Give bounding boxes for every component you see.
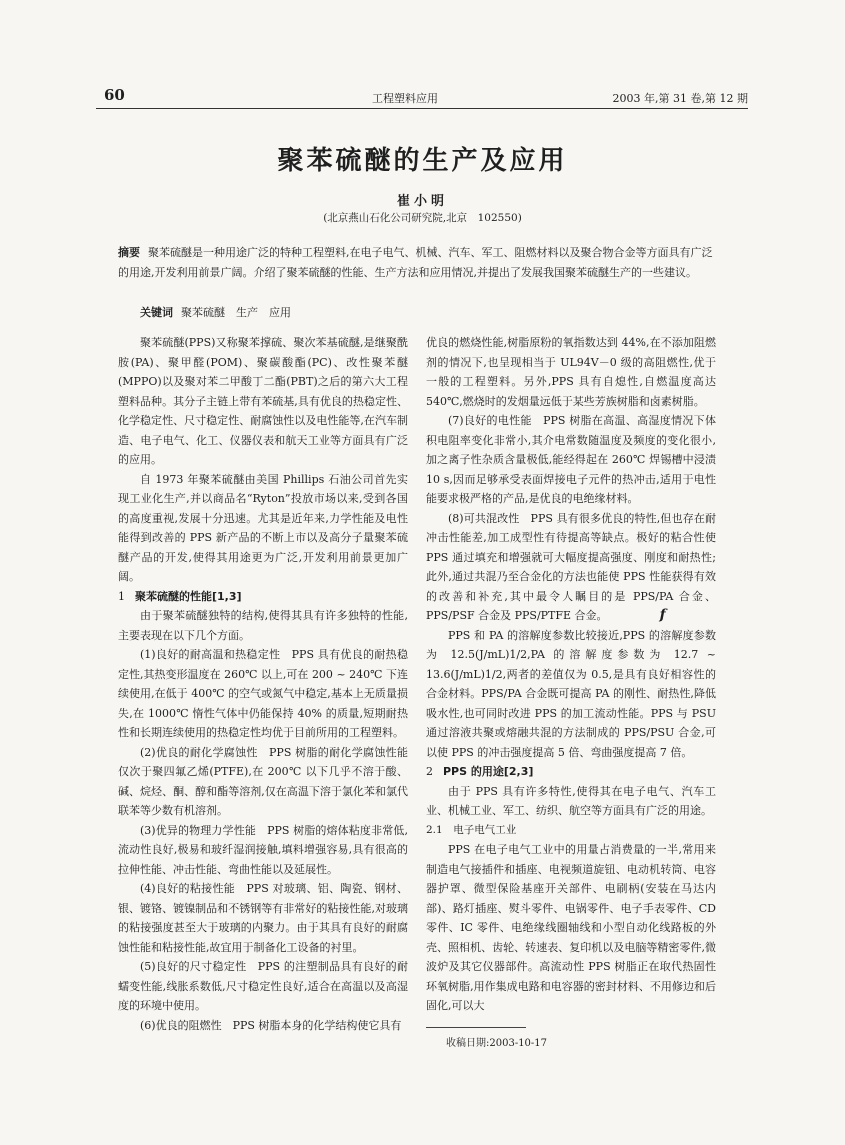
body-paragraph: (2)优良的耐化学腐蚀性 PPS 树脂的耐化学腐蚀性能仅次于聚四氟乙烯(PTFE),在 200℃ 以下几乎不溶于酸、碱、烷烃、酮、醇和酯等溶剂,仅在高温下溶于氯化苯和氯代联苯等少数有机溶剂。 (118, 745, 408, 817)
body-paragraph: 由于 PPS 具有许多特性,使得其在电子电气、汽车工业、机械工业、军工、纺织、航空等方面具有广泛的用途。 (426, 784, 716, 817)
body-paragraph: 自 1973 年聚苯硫醚由美国 Phillips 石油公司首先实现工业化生产,并以商品名“Ryton”投放市场以来,受到各国的高度重视,发展十分迅速。尤其是近年来,力学性能及电性能得到改善的 PPS 新产品的不断上市以及高分子量聚苯硫醚产品的开发,使得其用途更为广泛,开发利用前景更加广阔。 (118, 472, 408, 583)
journal-name: 工程塑料应用 (372, 92, 438, 105)
body-paragraph: (1)良好的耐高温和热稳定性 PPS 具有优良的耐热稳定性,其热变形温度在 260℃ 以上,可在 200 ~ 240℃ 下连续使用,在低于 400℃ 的空气或氮气中稳定,基本上无质量损失,在 1000℃ 惰性气体中仍能保持 40% 的质量,短期耐热性和长期连续使用的热稳定性均优于目前所用的工程塑料。 (118, 648, 408, 739)
body-paragraph: (3)优异的物理力学性能 PPS 树脂的熔体粘度非常低,流动性良好,极易和玻纤湿润接触,填料增强容易,具有很高的拉伸性能、冲击性能、弯曲性能以及延展性。 (118, 823, 408, 876)
author-affiliation: (北京燕山石化公司研究院,北京 102550) (323, 212, 522, 224)
subsection-heading: 2.1 电子电气工业 (426, 823, 517, 836)
body-paragraph: (4)良好的粘接性能 PPS 对玻璃、铝、陶瓷、钢材、银、镀铬、镀镍制品和不锈钢等有非常好的粘接性能,对玻璃的粘接强度甚至大于玻璃的内聚力。由于其具有良好的耐腐蚀性能和粘接性能,故宜用于制备化工设备的衬里。 (118, 882, 408, 954)
body-paragraph: 聚苯硫醚(PPS)又称聚苯撑硫、聚次苯基硫醚,是继聚酰胺(PA)、聚甲醛(POM)、聚碳酸酯(PC)、改性聚苯醚(MPPO)以及聚对苯二甲酸丁二酯(PBT)之后的第六大工程塑料品种。其分子主链上带有苯硫基,具有优良的热稳定性、化学稳定性、尺寸稳定性、耐腐蚀性以及电性能等,在汽车制造、电子电气、化工、仪器仪表和航天工业等方面具有广泛的应用。 (118, 336, 408, 466)
article-title: 聚苯硫醚的生产及应用 (277, 146, 568, 176)
handwritten-mark: f (659, 607, 666, 623)
body-paragraph: (5)良好的尺寸稳定性 PPS 的注塑制品具有良好的耐蠕变性能,线胀系数低,尺寸稳定性良好,适合在高温以及高湿度的环境中使用。 (118, 960, 408, 1012)
body-paragraph: 由于聚苯硫醚独特的结构,使得其具有许多独特的性能,主要表现在以下几个方面。 (118, 609, 408, 642)
body-paragraph: 优良的燃烧性能,树脂原粉的氧指数达到 44%,在不添加阻燃剂的情况下,也呈现相当于 UL94V－0 级的高阻燃性,优于一般的工程塑料。另外,PPS 具有自熄性,自燃温度高达 540℃,燃烧时的发烟量远低于某些芳族树脂和卤素树脂。 (426, 336, 716, 408)
body-paragraph: (7)良好的电性能 PPS 树脂在高温、高湿度情况下体积电阻率变化非常小,其介电常数随温度及频度的变化很小,加之离子性杂质含量极低,能经得起在 260℃ 焊锡槽中浸渍 10 s,因而足够承受表面焊接电子元件的热冲击,适用于电性能要求极严格的产品,是优良的电绝缘材料。 (426, 414, 716, 505)
section-heading (118, 587, 408, 607)
section-number: 1 (118, 589, 125, 603)
page-number: 60 (104, 86, 125, 104)
body-paragraph: (8)可共混改性 PPS 具有很多优良的特性,但也存在耐冲击性能差,加工成型性有待提高等缺点。极好的粘合性使 PPS 通过填充和增强就可大幅度提高强度、刚度和耐热性;此外,通过共混乃至合金化的方法也能使 PPS 性能获得有效的改善和补充,其中最令人瞩目的是 PPS/PA 合金、PPS/PSF 合金及 PPS/PTFE 合金。 f (426, 509, 716, 626)
abstract (118, 243, 718, 283)
section-title: 聚苯硫醚的性能[1,3] (135, 589, 242, 603)
body-column-left (118, 333, 408, 1035)
keywords (140, 304, 291, 320)
body-column-right (426, 333, 716, 1016)
author-name: 崔小明 (396, 194, 448, 209)
footnote-rule (426, 1027, 526, 1028)
header-rule (96, 108, 748, 109)
body-paragraph: PPS 和 PA 的溶解度参数比较接近,PPS 的溶解度参数为 12.5(J/mL)1/2,PA 的溶解度参数为 12.7 ~ 13.6(J/mL)1/2,两者的差值仅为 0.5,是具有良好相容性的合金材料。PPS/PA 合金既可提高 PA 的刚性、耐热性,降低吸水性,也可同时改进 PPS 的加工流动性能。PPS 与 PSU 通过溶液共聚或熔融共混的方法制成的 PPS/PSU 合金,可以使 PPS 的冲击强度提高 5 倍、弯曲强度提高 7 倍。 (426, 628, 716, 759)
issue-info: 2003 年,第 31 卷,第 12 期 (612, 92, 748, 105)
section-heading (426, 762, 716, 782)
received-date-footnote: 收稿日期:2003-10-17 (446, 1038, 548, 1049)
section-number: 2 (426, 765, 433, 778)
section-title: PPS 的用途[2,3] (443, 765, 534, 778)
keywords-label: 关键词 (140, 306, 173, 319)
body-paragraph: (6)优良的阻燃性 PPS 树脂本身的化学结构使它具有 (140, 1018, 402, 1032)
running-header (96, 86, 748, 108)
abstract-label: 摘要 (118, 246, 140, 259)
body-paragraph: PPS 在电子电气工业中的用量占消费量的一半,常用来制造电气接插件和插座、电视频道旋钮、电动机转筒、电容器护罩、微型保险基座开关部件、电刷柄(安装在马达内部)、路灯插座、熨斗零件、电锅零件、电子手表零件、CD 零件、IC 零件、电绝缘线圈轴线和小型自动化线路板的外壳、照相机、齿轮、转速表、复印机以及电脑等精密零件,微波炉及其它仪器部件。高流动性 PPS 树脂正在取代热固性环氧树脂,用作集成电路和电容器的密封材料、不用修边和后固化,可以大 (426, 843, 716, 1012)
keywords-text: 聚苯硫醚 生产 应用 (181, 306, 291, 319)
abstract-text: 聚苯硫醚是一种用途广泛的特种工程塑料,在电子电气、机械、汽车、军工、阻燃材料以及聚合物合金等方面具有广泛的用途,开发利用前景广阔。介绍了聚苯硫醚的性能、生产方法和应用情况,并提出了发展我国聚苯硫醚生产的一些建议。 (118, 246, 713, 279)
